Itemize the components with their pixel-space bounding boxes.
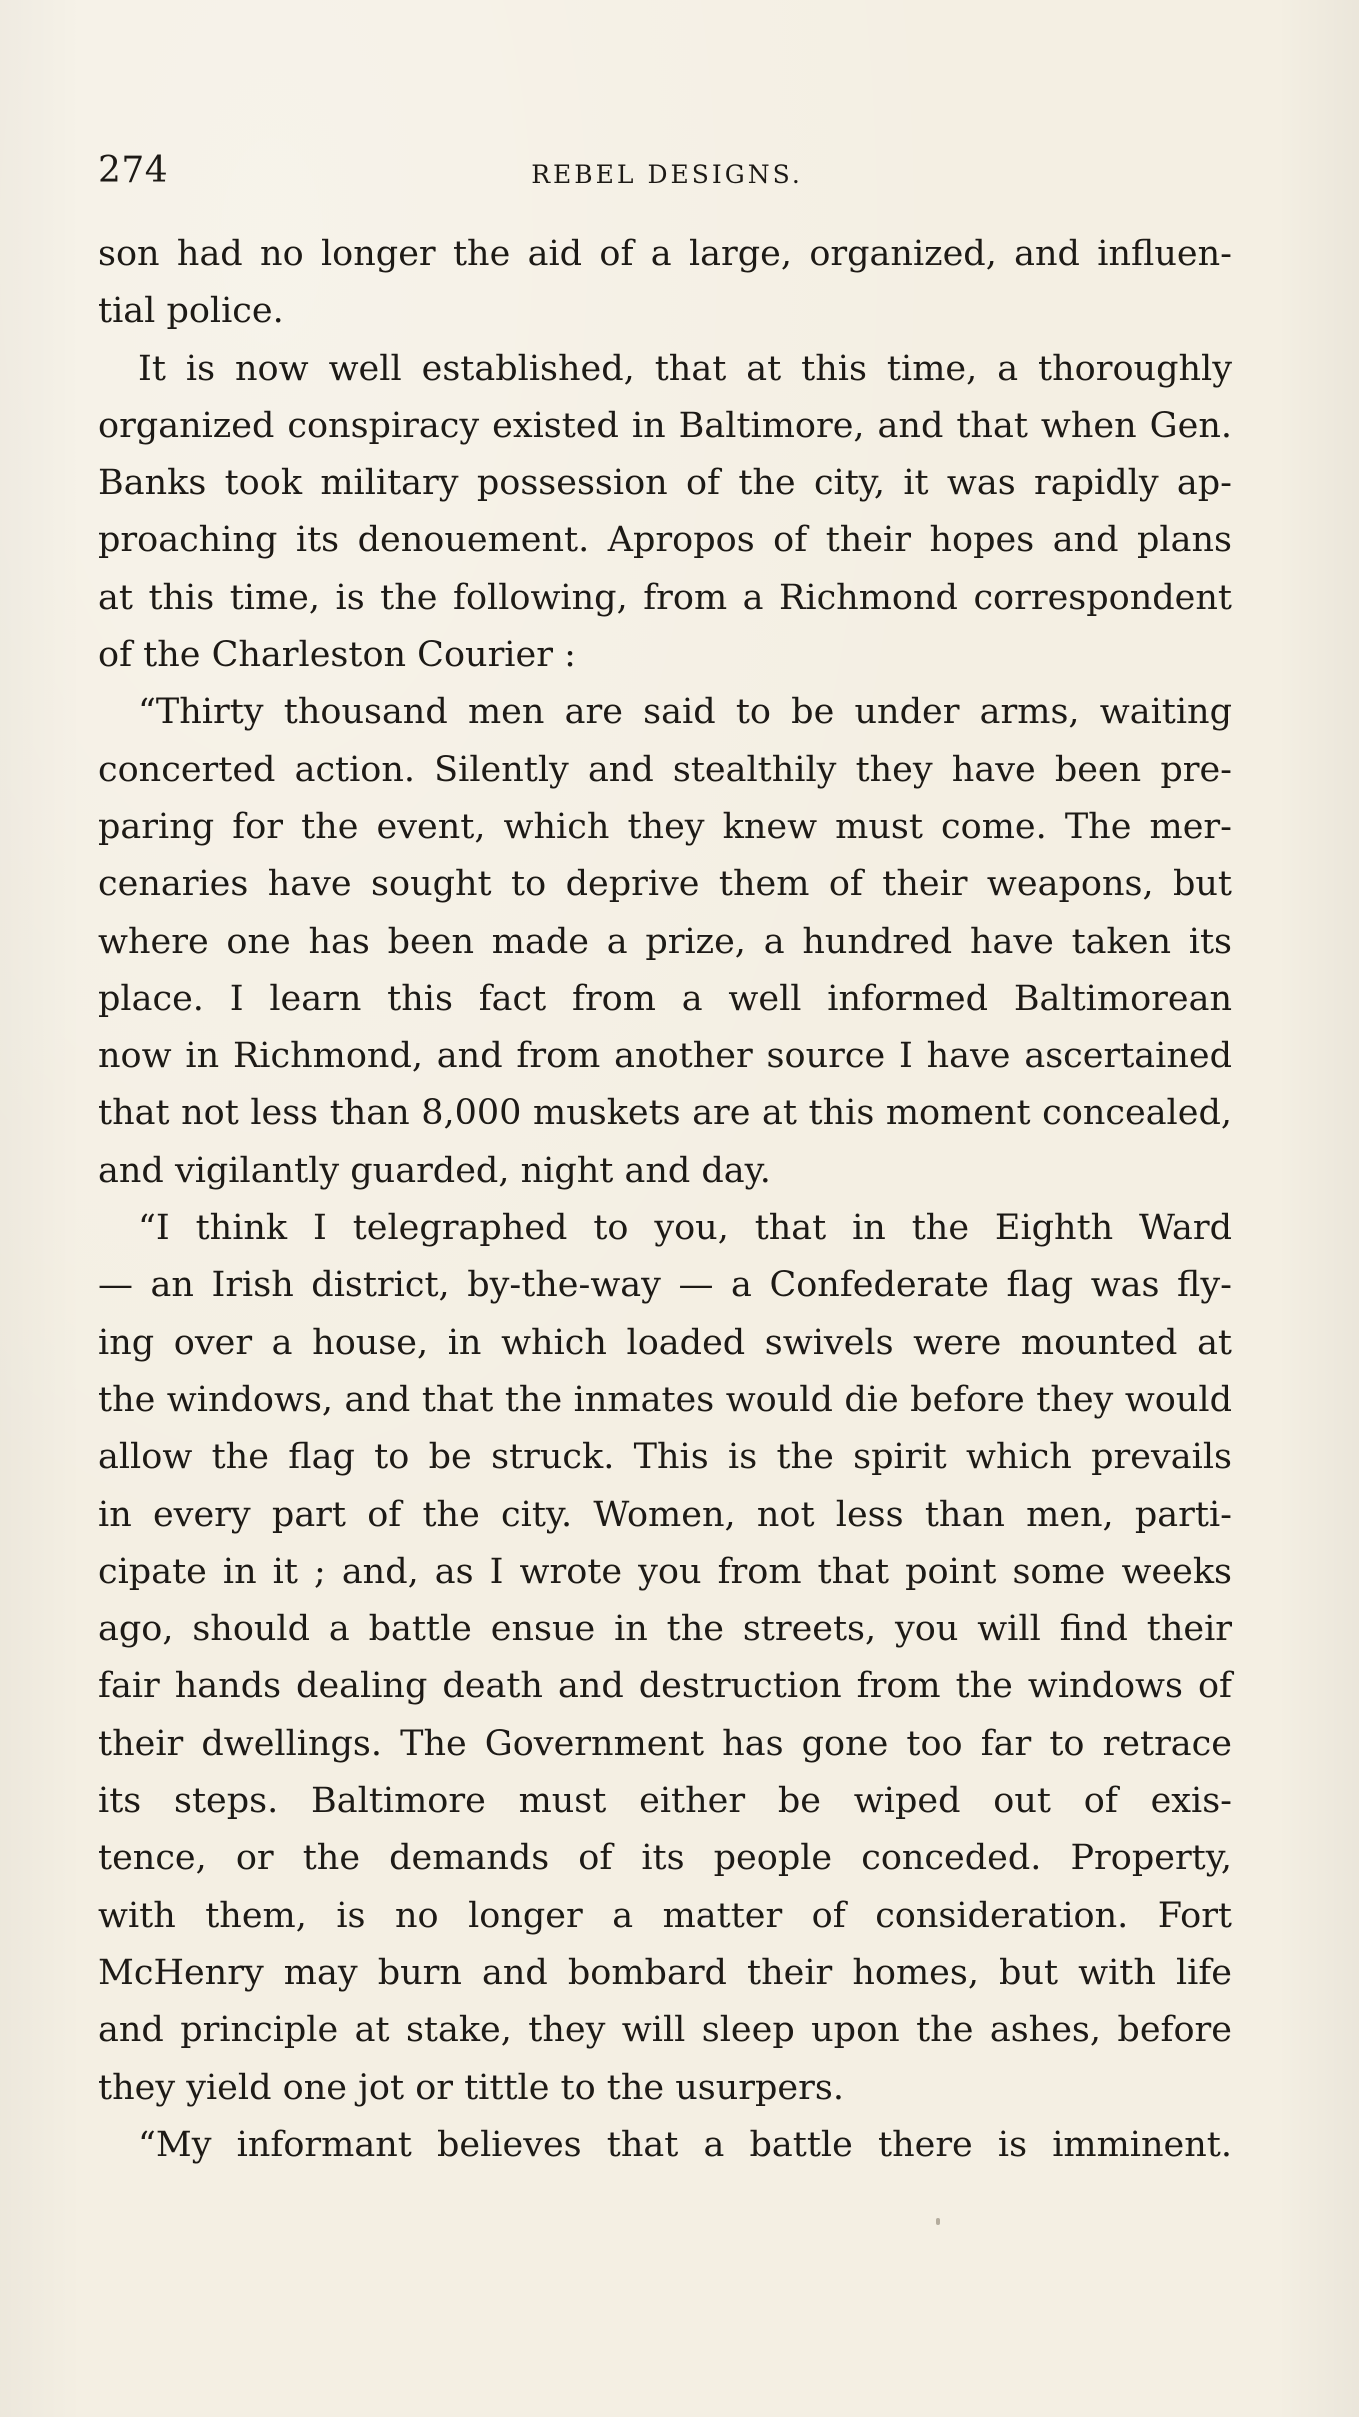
- text-line: the windows, and that the inmates would die before they would: [98, 1379, 1232, 1420]
- text-line: “Thirty thousand men are said to be under arms, waiting: [138, 692, 1232, 733]
- page-header: [98, 150, 1236, 210]
- text-line: McHenry may burn and bombard their homes, but with life: [98, 1952, 1232, 1993]
- text-line: its steps. Baltimore must either be wiped out of exis-: [98, 1781, 1232, 1822]
- text-line: at this time, is the following, from a Richmond correspondent: [98, 577, 1232, 618]
- text-line: organized conspiracy existed in Baltimore, and that when Gen.: [98, 405, 1232, 446]
- text-line: and principle at stake, they will sleep upon the ashes, before: [98, 2010, 1232, 2051]
- text-line: concerted action. Silently and stealthily they have been pre-: [98, 749, 1232, 790]
- text-line: in every part of the city. Women, not less than men, parti-: [98, 1494, 1232, 1535]
- text-line: that not less than 8,000 muskets are at this moment concealed,: [98, 1093, 1232, 1134]
- text-line: ing over a house, in which loaded swivels were mounted at: [98, 1322, 1232, 1363]
- text-line: — an Irish district, by-the-way — a Confederate flag was fly-: [98, 1265, 1232, 1306]
- body-text: [98, 226, 1232, 2174]
- text-line: their dwellings. The Government has gone too far to retrace: [98, 1723, 1232, 1764]
- text-line: tial police.: [98, 291, 284, 332]
- text-line: proaching its denouement. Apropos of their hopes and plans: [98, 520, 1232, 561]
- text-line: allow the flag to be struck. This is the spirit which prevails: [98, 1437, 1232, 1478]
- text-line: with them, is no longer a matter of consideration. Fort: [98, 1895, 1232, 1936]
- text-line: son had no longer the aid of a large, organized, and influen-: [98, 234, 1232, 274]
- page-number: 274: [98, 150, 169, 191]
- text-line: cenaries have sought to deprive them of their weapons, but: [98, 864, 1232, 905]
- text-line: now in Richmond, and from another source I have ascertained: [98, 1036, 1232, 1077]
- text-line: of the Charleston Courier :: [98, 635, 576, 676]
- text-line: “My informant believes that a battle there is imminent.: [138, 2124, 1232, 2165]
- text-line: paring for the event, which they knew must come. The mer-: [98, 806, 1232, 847]
- text-line: and vigilantly guarded, night and day.: [98, 1150, 771, 1191]
- running-title: REBEL DESIGNS.: [531, 160, 803, 189]
- text-line: place. I learn this fact from a well informed Baltimorean: [98, 978, 1232, 1019]
- text-line: It is now well established, that at this time, a thoroughly: [138, 348, 1232, 389]
- text-line: Banks took military possession of the city, it was rapidly ap-: [98, 463, 1232, 504]
- text-line: ago, should a battle ensue in the streets, you will find their: [98, 1609, 1232, 1650]
- text-line: tence, or the demands of its people conceded. Property,: [98, 1838, 1232, 1879]
- text-line: where one has been made a prize, a hundred have taken its: [98, 921, 1232, 962]
- text-line: they yield one jot or tittle to the usurpers.: [98, 2067, 844, 2108]
- text-line: cipate in it ; and, as I wrote you from that point some weeks: [98, 1551, 1232, 1592]
- text-line: “I think I telegraphed to you, that in the Eighth Ward: [138, 1208, 1232, 1249]
- text-line: fair hands dealing death and destruction from the windows of: [98, 1666, 1232, 1707]
- paper-speck: [936, 2218, 940, 2225]
